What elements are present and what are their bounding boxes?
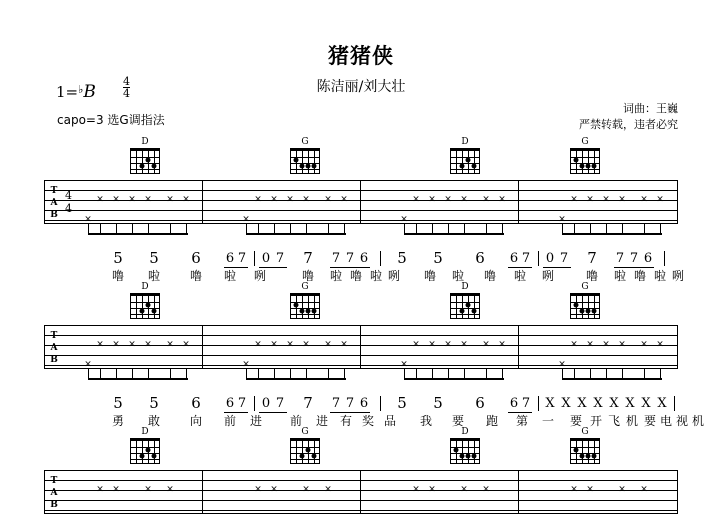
note-number: X	[593, 396, 603, 411]
lyric-syllable: 勇	[111, 414, 125, 428]
note-number: 7	[629, 251, 639, 266]
chord-grid	[570, 293, 600, 319]
lyric-syllable: 噜	[111, 269, 125, 283]
chord-diagram	[282, 283, 328, 319]
lyric-syllable: 噜	[585, 269, 599, 283]
lyric-syllable: 进	[315, 414, 329, 428]
note-number: 0	[261, 251, 271, 266]
note-number: X	[641, 396, 651, 411]
note-number: 7	[331, 396, 341, 411]
chord-grid	[130, 438, 160, 464]
lyric-syllable: 奖	[361, 414, 375, 428]
note-number: 7	[587, 249, 597, 267]
note-number: 6	[359, 396, 369, 411]
chord-grid	[450, 438, 480, 464]
chord-name: D	[461, 282, 469, 292]
lyric-syllable: 噜	[349, 269, 363, 283]
note-number: X	[561, 396, 571, 411]
note-number: 6	[643, 251, 653, 266]
chord-diagram-row-1	[44, 138, 678, 180]
chord-grid	[290, 148, 320, 174]
note-number: X	[657, 396, 667, 411]
lyric-syllable: 啦	[613, 269, 627, 283]
lyric-syllable: 跑	[485, 414, 499, 428]
chord-name: D	[141, 282, 149, 292]
lyric-syllable: 啦	[147, 269, 161, 283]
lyric-syllable: 啦	[451, 269, 465, 283]
note-number: X	[577, 396, 587, 411]
copyright-credit	[579, 101, 678, 133]
note-number: 6	[509, 396, 519, 411]
lyric-syllable: 有	[339, 414, 353, 428]
lyric-syllable: 噜	[301, 269, 315, 283]
chord-diagram	[442, 283, 488, 319]
lyric-syllable: 机	[691, 414, 705, 428]
key-prefix: 1=	[56, 83, 79, 101]
note-number: 5	[397, 394, 407, 412]
chord-diagram	[442, 428, 488, 464]
number-notation-row-2	[44, 395, 678, 414]
page-title: 猪猪侠	[328, 44, 394, 68]
note-number: X	[609, 396, 619, 411]
note-number: 7	[303, 394, 313, 412]
lyric-syllable: 第	[515, 414, 529, 428]
time-signature-bottom: 4	[123, 87, 130, 100]
chord-name: G	[301, 427, 309, 437]
key-flat: ♭	[78, 83, 84, 96]
chord-grid	[570, 148, 600, 174]
note-number: 6	[509, 251, 519, 266]
time-signature-header	[123, 76, 130, 99]
chord-diagram	[562, 283, 608, 319]
note-number: 7	[345, 251, 355, 266]
tab-clef: T A B	[50, 476, 58, 510]
note-number: 5	[113, 394, 123, 412]
note-number: 7	[303, 249, 313, 267]
music-system-1	[44, 137, 685, 287]
note-number: 7	[331, 251, 341, 266]
chord-diagram	[562, 428, 608, 464]
tab-clef: T A B	[50, 186, 58, 220]
lyric-syllable: 向	[189, 414, 203, 428]
chord-name: D	[141, 427, 149, 437]
chord-diagram	[282, 138, 328, 174]
note-number: 7	[237, 251, 247, 266]
music-system-2	[44, 282, 705, 432]
rhythm-stems-1	[44, 224, 678, 240]
lyric-syllable: 要	[569, 414, 583, 428]
lyric-syllable: 前	[289, 414, 303, 428]
key-signature	[56, 82, 96, 102]
chord-diagram	[122, 138, 168, 174]
note-number: 0	[261, 396, 271, 411]
note-number: 5	[149, 249, 159, 267]
staff-time-signature: 4 4	[65, 189, 72, 215]
note-number: 6	[225, 396, 235, 411]
chord-grid	[130, 293, 160, 319]
note-number: 5	[433, 249, 443, 267]
chord-diagram	[122, 283, 168, 319]
note-number: 7	[275, 396, 285, 411]
chord-name: G	[301, 282, 309, 292]
chord-name: G	[581, 282, 589, 292]
tab-clef: T A B	[50, 331, 58, 365]
lyric-syllable: 啦	[513, 269, 527, 283]
note-number: 6	[475, 394, 485, 412]
lyric-syllable: 机	[625, 414, 639, 428]
chord-diagram-row-3	[44, 428, 678, 470]
note-number: 5	[149, 394, 159, 412]
note-number: 7	[345, 396, 355, 411]
lyric-syllable: 要	[451, 414, 465, 428]
lyric-syllable: 一	[541, 414, 555, 428]
number-notation-row-1	[44, 250, 678, 269]
note-number: 6	[191, 249, 201, 267]
chord-name: D	[461, 137, 469, 147]
lyric-syllable: 噜	[483, 269, 497, 283]
note-number: 6	[225, 251, 235, 266]
note-number: 7	[521, 251, 531, 266]
composer-credit: 陈洁丽/刘大壮	[316, 79, 406, 95]
chord-grid	[130, 148, 160, 174]
rhythm-stems-2	[44, 369, 678, 385]
chord-diagram-row-2	[44, 283, 678, 325]
lyric-syllable: 啦	[223, 269, 237, 283]
credit-line-2: 严禁转载，违者必究	[579, 118, 678, 131]
note-number: X	[625, 396, 635, 411]
capo-instruction: capo=3 选G调指法	[57, 113, 165, 127]
chord-name: G	[581, 427, 589, 437]
key-letter: B	[83, 82, 96, 102]
lyric-syllable: 我	[419, 414, 433, 428]
note-number: 7	[559, 251, 569, 266]
note-number: 6	[191, 394, 201, 412]
lyric-syllable: 品	[383, 414, 397, 428]
note-number: 6	[475, 249, 485, 267]
chord-grid	[290, 293, 320, 319]
tab-staff-3: T A B × × × × × × × × × × × × × × × ×	[44, 470, 678, 514]
lyric-syllable: 咧	[671, 269, 685, 283]
tab-staff-2: T A B × × × × × × × × × × × × × × × × × × × × × × × × × × × ×	[44, 325, 678, 369]
chord-grid	[450, 293, 480, 319]
note-number: 7	[615, 251, 625, 266]
chord-diagram	[122, 428, 168, 464]
note-number: 7	[521, 396, 531, 411]
chord-diagram	[282, 428, 328, 464]
lyric-syllable: 进	[249, 414, 263, 428]
lyric-syllable: 开	[589, 414, 603, 428]
music-system-3	[44, 428, 678, 514]
lyric-syllable: 视	[675, 414, 689, 428]
note-number: 7	[275, 251, 285, 266]
lyric-syllable: 要	[643, 414, 657, 428]
note-number: 5	[397, 249, 407, 267]
chord-grid	[570, 438, 600, 464]
note-number: X	[545, 396, 555, 411]
lyric-syllable: 咧	[541, 269, 555, 283]
chord-name: D	[461, 427, 469, 437]
chord-name: D	[141, 137, 149, 147]
chord-grid	[290, 438, 320, 464]
note-number: 5	[113, 249, 123, 267]
lyric-syllable: 啦	[369, 269, 383, 283]
credit-line-1: 词曲：王巍	[623, 102, 678, 115]
lyric-syllable: 咧	[253, 269, 267, 283]
chord-diagram	[562, 138, 608, 174]
note-number: 5	[433, 394, 443, 412]
lyric-syllable: 噜	[633, 269, 647, 283]
note-number: 6	[359, 251, 369, 266]
tab-staff-1: T A B 4 4 × × × × × × × × × × × × × × × × × × × × × × × × × × × ×	[44, 180, 678, 224]
chord-grid	[450, 148, 480, 174]
note-number: 0	[545, 251, 555, 266]
chord-diagram	[442, 138, 488, 174]
lyric-syllable: 敢	[147, 414, 161, 428]
lyric-syllable: 噜	[189, 269, 203, 283]
note-number: 7	[237, 396, 247, 411]
chord-name: G	[301, 137, 309, 147]
lyric-syllable: 电	[659, 414, 673, 428]
time-signature-top: 4	[123, 75, 130, 88]
lyric-syllable: 咧	[387, 269, 401, 283]
chord-name: G	[581, 137, 589, 147]
lyric-syllable: 噜	[423, 269, 437, 283]
lyric-syllable: 前	[223, 414, 237, 428]
lyric-syllable: 飞	[607, 414, 621, 428]
lyric-syllable: 啦	[653, 269, 667, 283]
lyric-syllable: 啦	[329, 269, 343, 283]
